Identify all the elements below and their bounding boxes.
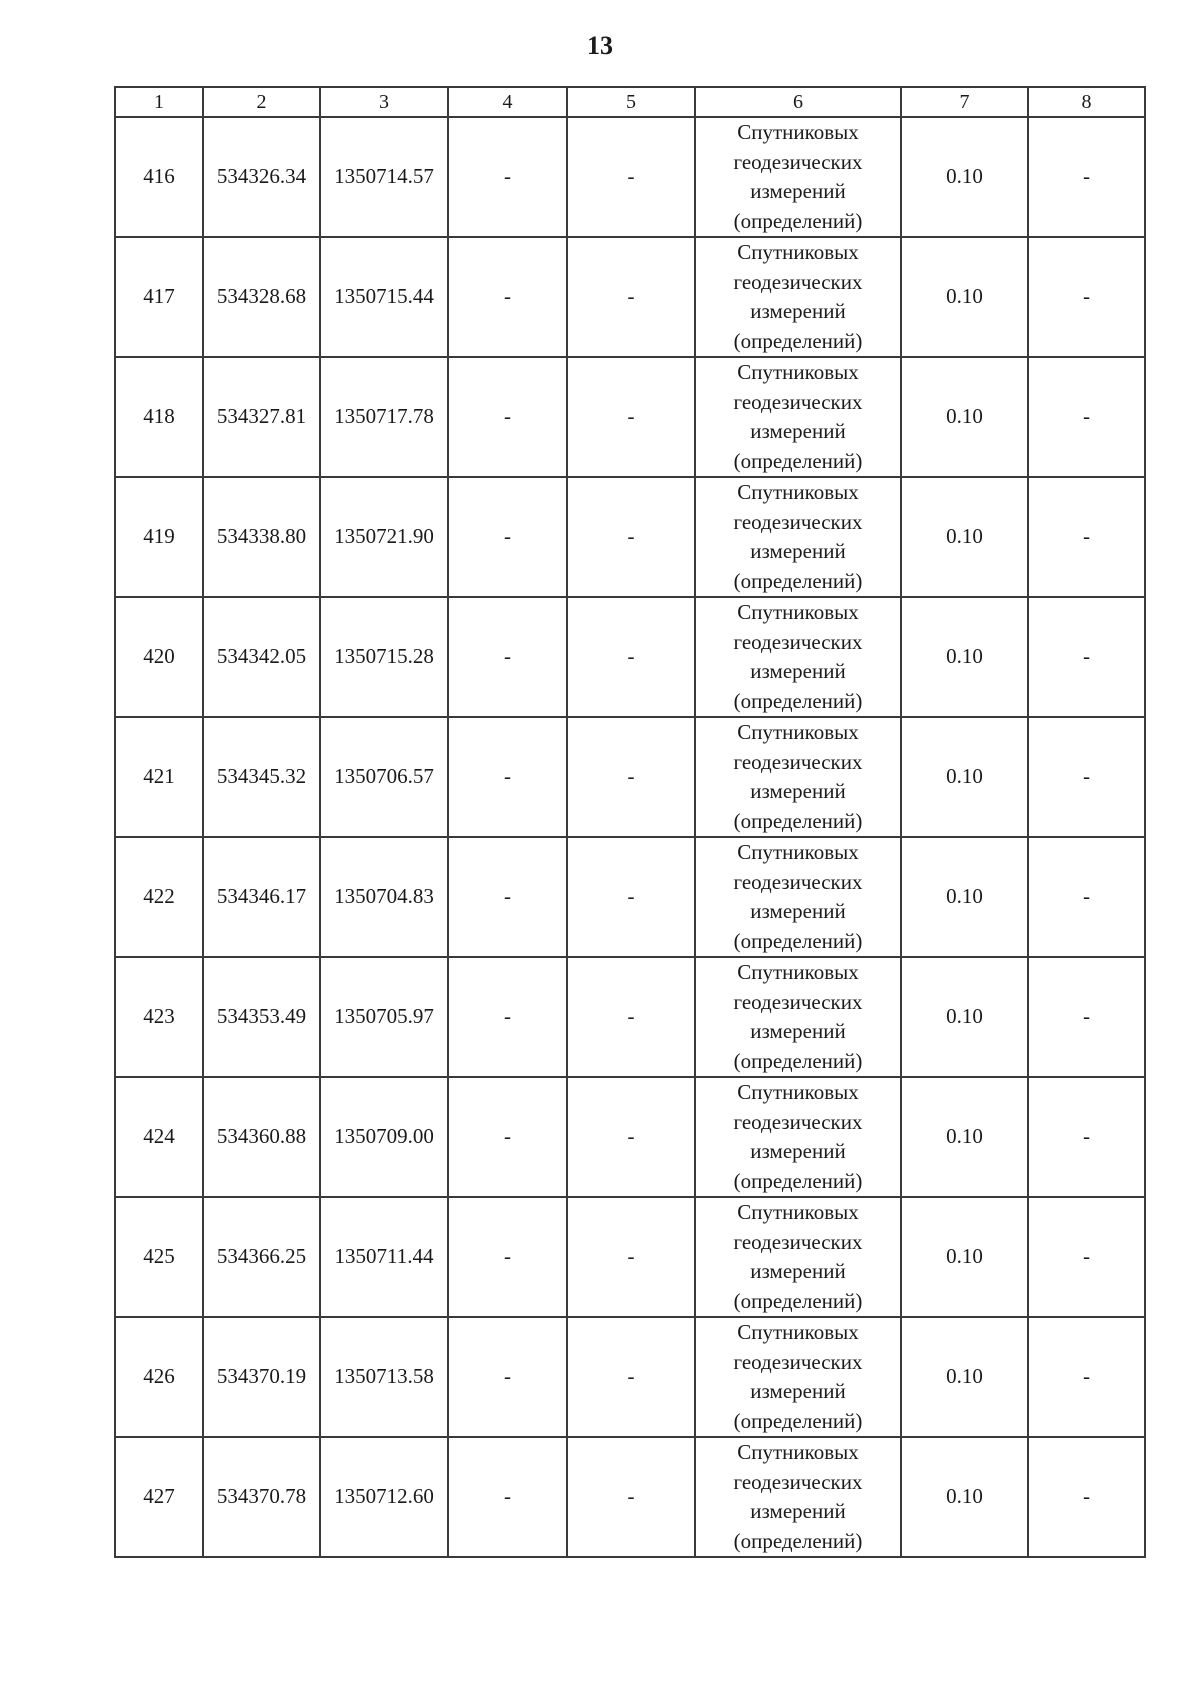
method-line: измерений (750, 899, 846, 923)
y-coordinate-cell: 1350717.78 (320, 357, 448, 477)
method-line: Спутниковых (737, 720, 859, 744)
table-row (115, 1317, 1145, 1437)
accuracy-cell: 0.10 (901, 1437, 1028, 1557)
point-number-cell: 416 (115, 117, 203, 237)
method-line: Спутниковых (737, 1440, 859, 1464)
table-row (115, 357, 1145, 477)
column-8-cell: - (1028, 1437, 1145, 1557)
method-cell (695, 1317, 901, 1437)
column-8-cell: - (1028, 1077, 1145, 1197)
method-line: (определений) (733, 328, 863, 353)
method-cell (695, 717, 901, 837)
column-5-cell: - (567, 1197, 695, 1317)
method-line: (определений) (733, 1288, 863, 1313)
point-number-cell: 425 (115, 1197, 203, 1317)
accuracy-cell: 0.10 (901, 477, 1028, 597)
column-5-cell: - (567, 1317, 695, 1437)
method-line: геодезических (733, 1349, 863, 1374)
x-coordinate-cell: 534342.05 (203, 597, 320, 717)
column-header: 3 (320, 87, 448, 117)
method-line: измерений (750, 1379, 846, 1403)
method-line: (определений) (733, 568, 863, 593)
column-header: 8 (1028, 87, 1145, 117)
column-5-cell: - (567, 477, 695, 597)
column-8-cell: - (1028, 1197, 1145, 1317)
column-5-cell: - (567, 597, 695, 717)
accuracy-cell: 0.10 (901, 237, 1028, 357)
column-header: 4 (448, 87, 567, 117)
column-header: 2 (203, 87, 320, 117)
column-header: 5 (567, 87, 695, 117)
point-number-cell: 420 (115, 597, 203, 717)
column-5-cell: - (567, 717, 695, 837)
method-cell (695, 357, 901, 477)
method-line: измерений (750, 659, 846, 683)
method-line: измерений (750, 419, 846, 443)
method-line: геодезических (733, 1229, 863, 1254)
accuracy-cell: 0.10 (901, 717, 1028, 837)
point-number-cell: 418 (115, 357, 203, 477)
y-coordinate-cell: 1350715.44 (320, 237, 448, 357)
y-coordinate-cell: 1350713.58 (320, 1317, 448, 1437)
table-row (115, 1077, 1145, 1197)
accuracy-cell: 0.10 (901, 1197, 1028, 1317)
method-cell (695, 1197, 901, 1317)
method-cell (695, 117, 901, 237)
method-line: Спутниковых (737, 240, 859, 264)
method-line: геодезических (733, 149, 863, 174)
method-line: (определений) (733, 448, 863, 473)
x-coordinate-cell: 534345.32 (203, 717, 320, 837)
column-5-cell: - (567, 1077, 695, 1197)
table-row (115, 117, 1145, 237)
method-line: измерений (750, 1139, 846, 1163)
x-coordinate-cell: 534353.49 (203, 957, 320, 1077)
point-number-cell: 424 (115, 1077, 203, 1197)
point-number-cell: 417 (115, 237, 203, 357)
point-number-cell: 421 (115, 717, 203, 837)
column-header: 7 (901, 87, 1028, 117)
table-row (115, 957, 1145, 1077)
table-row (115, 477, 1145, 597)
x-coordinate-cell: 534326.34 (203, 117, 320, 237)
y-coordinate-cell: 1350721.90 (320, 477, 448, 597)
column-5-cell: - (567, 1437, 695, 1557)
method-line: Спутниковых (737, 1080, 859, 1104)
column-8-cell: - (1028, 717, 1145, 837)
method-line: геодезических (733, 989, 863, 1014)
method-line: геодезических (733, 509, 863, 534)
x-coordinate-cell: 534328.68 (203, 237, 320, 357)
method-line: Спутниковых (737, 120, 859, 144)
method-cell (695, 1437, 901, 1557)
column-5-cell: - (567, 957, 695, 1077)
column-5-cell: - (567, 837, 695, 957)
method-line: геодезических (733, 749, 863, 774)
method-line: геодезических (733, 1109, 863, 1134)
method-line: измерений (750, 1259, 846, 1283)
x-coordinate-cell: 534338.80 (203, 477, 320, 597)
column-header: 6 (695, 87, 901, 117)
point-number-cell: 422 (115, 837, 203, 957)
column-4-cell: - (448, 1317, 567, 1437)
method-line: Спутниковых (737, 360, 859, 384)
method-line: Спутниковых (737, 960, 859, 984)
page-number: 13 (587, 31, 613, 60)
y-coordinate-cell: 1350705.97 (320, 957, 448, 1077)
column-8-cell: - (1028, 357, 1145, 477)
column-4-cell: - (448, 477, 567, 597)
x-coordinate-cell: 534327.81 (203, 357, 320, 477)
accuracy-cell: 0.10 (901, 117, 1028, 237)
accuracy-cell: 0.10 (901, 957, 1028, 1077)
column-4-cell: - (448, 1437, 567, 1557)
y-coordinate-cell: 1350709.00 (320, 1077, 448, 1197)
method-line: измерений (750, 779, 846, 803)
point-number-cell: 423 (115, 957, 203, 1077)
column-4-cell: - (448, 717, 567, 837)
x-coordinate-cell: 534346.17 (203, 837, 320, 957)
column-5-cell: - (567, 117, 695, 237)
table-row (115, 1437, 1145, 1557)
method-line: Спутниковых (737, 840, 859, 864)
column-8-cell: - (1028, 477, 1145, 597)
method-line: (определений) (733, 928, 863, 953)
column-8-cell: - (1028, 597, 1145, 717)
column-8-cell: - (1028, 837, 1145, 957)
column-4-cell: - (448, 357, 567, 477)
column-4-cell: - (448, 237, 567, 357)
method-line: Спутниковых (737, 480, 859, 504)
accuracy-cell: 0.10 (901, 597, 1028, 717)
method-cell (695, 1077, 901, 1197)
x-coordinate-cell: 534370.19 (203, 1317, 320, 1437)
coordinates-table (114, 86, 1146, 1558)
column-8-cell: - (1028, 237, 1145, 357)
y-coordinate-cell: 1350711.44 (320, 1197, 448, 1317)
column-4-cell: - (448, 1197, 567, 1317)
method-line: измерений (750, 179, 846, 203)
method-line: измерений (750, 1499, 846, 1523)
y-coordinate-cell: 1350706.57 (320, 717, 448, 837)
method-cell (695, 477, 901, 597)
column-4-cell: - (448, 957, 567, 1077)
point-number-cell: 419 (115, 477, 203, 597)
column-8-cell: - (1028, 1317, 1145, 1437)
column-4-cell: - (448, 1077, 567, 1197)
table-row (115, 717, 1145, 837)
y-coordinate-cell: 1350715.28 (320, 597, 448, 717)
column-header: 1 (115, 87, 203, 117)
accuracy-cell: 0.10 (901, 1317, 1028, 1437)
method-line: измерений (750, 1019, 846, 1043)
method-line: Спутниковых (737, 600, 859, 624)
x-coordinate-cell: 534370.78 (203, 1437, 320, 1557)
method-line: геодезических (733, 269, 863, 294)
method-line: (определений) (733, 1048, 863, 1073)
method-line: (определений) (733, 688, 863, 713)
table-row (115, 237, 1145, 357)
accuracy-cell: 0.10 (901, 1077, 1028, 1197)
method-line: геодезических (733, 1469, 863, 1494)
method-cell (695, 957, 901, 1077)
method-line: геодезических (733, 629, 863, 654)
point-number-cell: 427 (115, 1437, 203, 1557)
column-5-cell: - (567, 357, 695, 477)
point-number-cell: 426 (115, 1317, 203, 1437)
column-4-cell: - (448, 597, 567, 717)
method-cell (695, 237, 901, 357)
x-coordinate-cell: 534360.88 (203, 1077, 320, 1197)
table-row (115, 1197, 1145, 1317)
method-cell (695, 837, 901, 957)
x-coordinate-cell: 534366.25 (203, 1197, 320, 1317)
accuracy-cell: 0.10 (901, 357, 1028, 477)
method-cell (695, 597, 901, 717)
method-line: измерений (750, 539, 846, 563)
column-8-cell: - (1028, 957, 1145, 1077)
method-line: Спутниковых (737, 1320, 859, 1344)
table-header-row (115, 87, 1145, 117)
column-8-cell: - (1028, 117, 1145, 237)
table-row (115, 837, 1145, 957)
method-line: геодезических (733, 389, 863, 414)
method-line: (определений) (733, 808, 863, 833)
table-row (115, 597, 1145, 717)
column-5-cell: - (567, 237, 695, 357)
accuracy-cell: 0.10 (901, 837, 1028, 957)
y-coordinate-cell: 1350704.83 (320, 837, 448, 957)
y-coordinate-cell: 1350712.60 (320, 1437, 448, 1557)
table-body (115, 87, 1145, 1557)
column-4-cell: - (448, 837, 567, 957)
y-coordinate-cell: 1350714.57 (320, 117, 448, 237)
method-line: (определений) (733, 208, 863, 233)
column-4-cell: - (448, 117, 567, 237)
method-line: (определений) (733, 1168, 863, 1193)
method-line: Спутниковых (737, 1200, 859, 1224)
method-line: геодезических (733, 869, 863, 894)
method-line: (определений) (733, 1528, 863, 1553)
method-line: измерений (750, 299, 846, 323)
method-line: (определений) (733, 1408, 863, 1433)
